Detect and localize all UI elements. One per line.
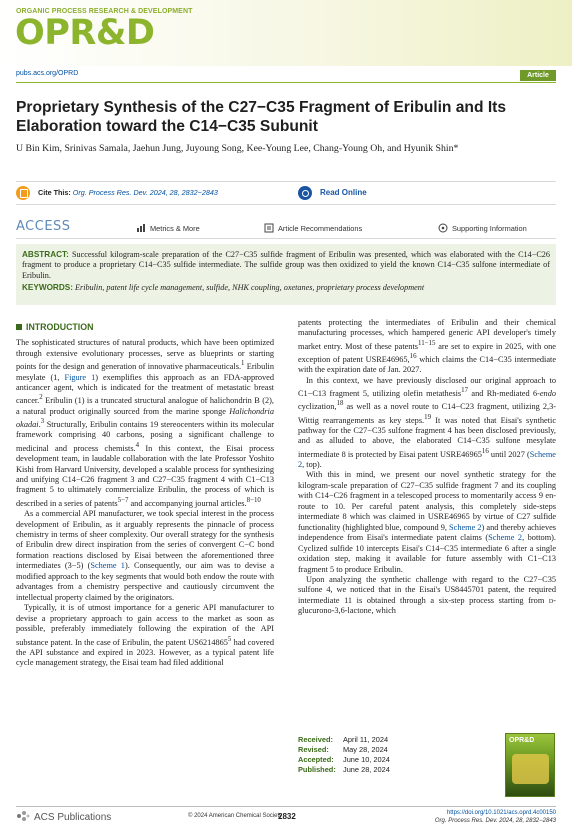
supporting-info-link[interactable]: Supporting Information — [452, 224, 527, 233]
revised-date: May 28, 2024 — [343, 745, 388, 754]
keywords-text: Eribulin, patent life cycle management, sulfide, NHK coupling, oxetanes, proprietary process development — [75, 283, 425, 293]
cite-reference[interactable]: Org. Process Res. Dev. 2024, 28, 2832−2843 — [72, 188, 218, 197]
article-title: Proprietary Synthesis of the C27−C35 Fragment of Eribulin and Its Elaboration toward the C14−C35 Subunit — [16, 99, 507, 135]
abstract-text: Successful kilogram-scale preparation of the C27−C35 sulfide fragment of Eribulin was presented, which was elaborated with the C14−C26 fragment to produce a proprietary C14−C35 sulfide intermediate. The sulfide group was then oxidized to yield the known C14−C35 sulfone intermediate of Eribulin. — [22, 250, 550, 280]
received-date: April 11, 2024 — [343, 735, 389, 744]
intro-paragraph-5: In this context, we have previously disclosed our original approach to C1−C13 fragment 5, utilizing olefin metathesis$^{17}$ and Rh-mediated 6-endo cyclization,$^{18}$ as well as a novel route to C14−C23 fragment, utilizing 2,3-Wittig rearrangements as key steps.$^{19}$ It was noted that Eisai's synthetic pathway for the C27−C35 sulfone fragment 4 has been disclosed previously, and as alluded to above, the elaborated C14−C35 sulfone mesylate intermediate 8 is protected by Eisai patent USRE46965$^{16}$ until 2027 (Scheme 2, top). — [298, 375, 557, 470]
introduction-heading — [16, 322, 274, 332]
received-label: Received: — [298, 735, 333, 744]
right-column — [298, 318, 556, 617]
revised-label: Revised: — [298, 745, 329, 754]
header-divider — [16, 82, 556, 83]
abstract — [22, 250, 550, 281]
intro-paragraph-4: patents protecting the intermediates of Eribulin and their chemical manufacturing processes, which hampered generic API developer's timely market entry. Most of these patents$^{11-15}$ are set to expire in 2025, with one exception of patent USRE46965,16 which claims the C14−C35 intermediate with the expiration date of Jan. 2027. — [298, 318, 557, 375]
read-online-icon[interactable] — [298, 186, 312, 200]
acs-publications-logo[interactable] — [16, 810, 111, 823]
intro-paragraph-1: The sophisticated structures of natural products, which have been optimized through extensive evolutionary processes, serve as blueprints or starting points for the design and generation of innovative pharmaceuticals.$^1$ Eribulin mesylate (1, Figure 1) exemplifies this approach as an FDA-approved anticancer agent, which is indicated for the treatment of metastatic breast cancer.$^2$ Eribulin (1) is a truncated structural analogue of halichondrin B (2), a natural product originally sourced from the marine sponge Halichondria okadai.$^3$ Structurally, Eribulin contains 19 stereocenters within its molecular framework comprising 40 carbons, posing a significant challenge to medicinal and process chemists.$^4$ In this context, the Eisai process development team, in laudable collaboration with the late Professor Yoshito Kishi from Harvard University, developed a scalable process for synthesizing and unifying C14−C26 fragment 3 and C27−C35 fragment 4 with C1−C13 fragment 5 to ultimately commercialize Eribulin, the process of which is described in a series of patents$^{5-7}$ and accompanying journal articles.$^{8-10}$ — [16, 338, 274, 508]
published-date: June 28, 2024 — [343, 765, 390, 774]
intro-paragraph-6: With this in mind, we present our novel synthetic strategy for the kilogram-scale preparation of C27−C35 sulfide fragment 7 and its coupling with C14−C26 fragment in a telescoped process to momentarily access 9 en-route to 10. Per careful patent analysis, this completely side-steps intermediate 8 which was claimed in USRE46965 by virtue of C27 sulfide functionality (highlighted blue, compound 9, Scheme 2) and thereby achieves independence from Eisai's intermediate patent claims (Scheme 2, bottom). Cyclized sulfide 10 intercepts Eisai's C14−C35 intermediate 6 after a single oxidation step, making it available for future assembly with C1−C13 fragment 5 to produce Eribulin. — [298, 470, 557, 574]
cover-label: OPR&D — [509, 737, 535, 744]
metrics-link[interactable]: Metrics & More — [150, 224, 200, 233]
acs-logo-icon — [16, 810, 30, 822]
left-column — [16, 318, 274, 669]
journal-logo[interactable]: OPR&D — [15, 13, 155, 53]
footer-citation: Org. Process Res. Dev. 2024, 28, 2832−2843 — [434, 818, 556, 824]
accepted-label: Accepted: — [298, 755, 334, 764]
cite-label: Cite This: — [38, 188, 71, 197]
intro-paragraph-3: Typically, it is of utmost importance for a generic API manufacturer to devise a proprietary approach to gain access to the market as soon as possible, preferably immediately following the expiration of the API substance patent. In the case of Eribulin, the patent US6214865$^5$ had covered the API substance and expired in 2023. However, as a typical patent life cycle management strategy, the Eisai team had filed additional — [16, 603, 275, 668]
journal-url[interactable]: pubs.acs.org/OPRD — [16, 70, 79, 77]
article-type-badge: Article — [520, 70, 556, 81]
page-number: 2832 — [278, 812, 296, 821]
cite-bar — [16, 181, 556, 205]
cite-this[interactable] — [38, 188, 218, 197]
abstract-box — [16, 244, 556, 305]
journal-banner — [0, 0, 572, 66]
footer-doi — [435, 809, 556, 825]
quote-icon — [16, 186, 30, 200]
access-label: ACCESS — [16, 219, 71, 234]
article-history — [298, 735, 498, 775]
publisher-name: ACS Publications — [34, 812, 112, 823]
supporting-info-icon[interactable] — [438, 223, 448, 233]
introduction-heading-label: INTRODUCTION — [26, 322, 94, 332]
author-list: U Bin Kim, Srinivas Samala, Jaehun Jung, Juyoung Song, Kee-Young Lee, Chang-Young Oh, and Hyunik Shin* — [16, 143, 459, 154]
intro-paragraph-2: As a commercial API manufacturer, we took special interest in the process development of Eribulin, as it arguably represents the pinnacle of process chemistry in terms of sheer complexity. Our overall strategy for the synthesis of Eribulin drew direct inspiration from the series of convergent C−C bond formation reactions disclosed by Eisai between the aforementioned three intermediates (3−5) (Scheme 1). Consequently, our aim was to devise a modified approach to the key segments that would both endow the route with advantages from a chemistry perspective and cautiously circumvent the intellectual property claimed by the originators. — [16, 509, 274, 602]
footer-divider — [16, 806, 556, 807]
published-label: Published: — [298, 765, 336, 774]
doi-link[interactable]: https://doi.org/10.1021/acs.oprd.4c00150 — [446, 810, 556, 816]
access-bar — [16, 219, 556, 239]
journal-name: ORGANIC PROCESS RESEARCH & DEVELOPMENT — [16, 8, 193, 15]
recommendations-link[interactable]: Article Recommendations — [278, 224, 363, 233]
keywords-label: KEYWORDS: — [22, 283, 73, 293]
read-online-link[interactable]: Read Online — [320, 188, 367, 197]
keywords — [22, 283, 550, 293]
metrics-icon[interactable] — [136, 223, 146, 233]
accepted-date: June 10, 2024 — [343, 755, 390, 764]
section-square-icon — [16, 324, 22, 330]
recommendations-icon[interactable] — [264, 223, 274, 233]
abstract-label: ABSTRACT: — [22, 250, 69, 259]
copyright: © 2024 American Chemical Society — [188, 813, 283, 819]
journal-cover-thumbnail[interactable] — [505, 733, 555, 797]
intro-paragraph-7: Upon analyzing the synthetic challenge with regard to the C27−C35 sulfone 4, we noticed that in the Eisai's US8445701 patent, the required intermediate 11 is obtained through a six-step process starting from d-glucurono-3,6-lactone, which — [298, 575, 556, 616]
